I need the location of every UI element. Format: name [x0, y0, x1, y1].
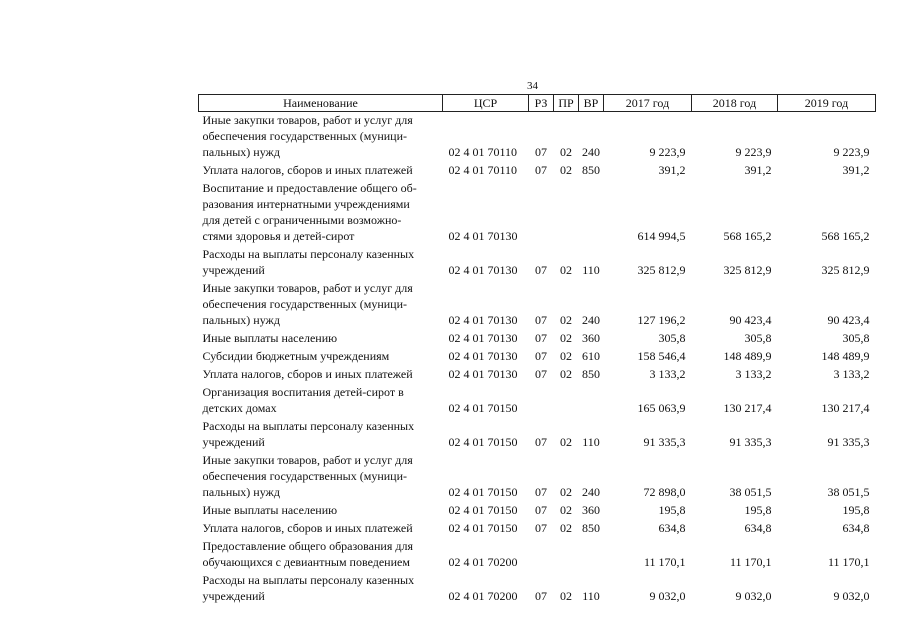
column-header-name: Наименование	[199, 95, 443, 112]
column-header-2019: 2019 год	[778, 95, 876, 112]
row-name-line: Иные закупки товаров, работ и услуг для	[202, 453, 413, 467]
row-name-line: для детей с ограниченными возможно-	[202, 213, 402, 227]
row-name	[199, 366, 443, 382]
table-row	[199, 246, 876, 278]
row-name-line: стями здоровья и детей-сирот	[202, 229, 355, 243]
row-name	[199, 520, 443, 536]
row-value-2019: 9 223,9	[833, 145, 870, 159]
row-name-line: Воспитание и предоставление общего об-	[202, 181, 417, 195]
row-name-line: учреждений	[202, 263, 265, 277]
table-row	[199, 162, 876, 178]
row-vr-code	[579, 384, 604, 416]
row-value-2017: 9 032,0	[649, 589, 686, 603]
table-row	[199, 538, 876, 570]
row-name-line: детских домах	[202, 401, 277, 415]
row-csr-code: 02 4 01 70110	[448, 163, 518, 177]
row-value-2017: 634,8	[658, 521, 686, 535]
row-csr-code: 02 4 01 70150	[448, 401, 518, 415]
row-pr-code: 02	[560, 313, 572, 327]
row-value-2017: 72 898,0	[643, 485, 686, 499]
row-rz-code	[529, 538, 554, 570]
row-value-2018: 11 170,1	[729, 555, 772, 569]
row-rz-code: 07	[535, 349, 547, 363]
row-vr-code: 850	[582, 521, 600, 535]
row-value-2017: 391,2	[658, 163, 686, 177]
row-value-2019: 3 133,2	[833, 367, 870, 381]
row-csr-code: 02 4 01 70130	[448, 367, 518, 381]
row-value-2017: 158 546,4	[637, 349, 686, 363]
row-value-2019: 90 423,4	[827, 313, 870, 327]
row-vr-code: 240	[582, 145, 600, 159]
row-value-2017: 91 335,3	[643, 435, 686, 449]
row-name-line: Расходы на выплаты персоналу казенных	[202, 573, 415, 587]
row-value-2019: 325 812,9	[821, 263, 870, 277]
row-value-2017: 614 994,5	[637, 229, 686, 243]
column-header-csr: ЦСР	[443, 95, 529, 112]
row-value-2019: 305,8	[842, 331, 870, 345]
row-name-line: пальных) нужд	[202, 145, 280, 159]
row-csr-code: 02 4 01 70130	[448, 313, 518, 327]
table-row	[199, 520, 876, 536]
row-value-2019: 195,8	[842, 503, 870, 517]
row-spacer	[199, 604, 876, 606]
row-name-line: Организация воспитания детей-сирот в	[202, 385, 404, 399]
row-rz-code: 07	[535, 521, 547, 535]
row-pr-code	[554, 180, 579, 244]
row-vr-code	[579, 180, 604, 244]
row-pr-code	[554, 538, 579, 570]
row-value-2018: 9 223,9	[735, 145, 772, 159]
row-value-2018: 195,8	[744, 503, 772, 517]
row-name-line: пальных) нужд	[202, 485, 280, 499]
row-vr-code: 110	[582, 435, 600, 449]
table-row	[199, 452, 876, 500]
row-vr-code: 850	[582, 367, 600, 381]
row-value-2017: 325 812,9	[637, 263, 686, 277]
row-vr-code: 360	[582, 503, 600, 517]
row-pr-code: 02	[560, 331, 572, 345]
row-pr-code: 02	[560, 435, 572, 449]
row-value-2018: 568 165,2	[723, 229, 772, 243]
row-pr-code	[554, 384, 579, 416]
row-pr-code: 02	[560, 589, 572, 603]
row-value-2018: 38 051,5	[729, 485, 772, 499]
row-vr-code: 110	[582, 263, 600, 277]
row-name	[199, 538, 443, 570]
row-name	[199, 502, 443, 518]
row-name-line: Предоставление общего образования для	[202, 539, 413, 553]
row-pr-code: 02	[560, 145, 572, 159]
row-value-2019: 148 489,9	[821, 349, 870, 363]
table-row	[199, 384, 876, 416]
row-rz-code: 07	[535, 145, 547, 159]
row-name	[199, 418, 443, 450]
column-header-pr: ПР	[554, 95, 579, 112]
row-name-line: пальных) нужд	[202, 313, 280, 327]
row-name-line: Уплата налогов, сборов и иных платежей	[202, 521, 413, 535]
row-vr-code: 240	[582, 485, 600, 499]
table-row	[199, 418, 876, 450]
row-value-2018: 91 335,3	[729, 435, 772, 449]
row-value-2018: 325 812,9	[723, 263, 772, 277]
column-header-2018: 2018 год	[692, 95, 778, 112]
row-name-line: учреждений	[202, 589, 265, 603]
column-header-2017: 2017 год	[604, 95, 692, 112]
row-value-2019: 391,2	[842, 163, 870, 177]
row-value-2018: 130 217,4	[723, 401, 772, 415]
row-vr-code: 850	[582, 163, 600, 177]
row-rz-code: 07	[535, 163, 547, 177]
row-value-2019: 91 335,3	[827, 435, 870, 449]
row-name-line: обеспечения государственных (муници-	[202, 469, 408, 483]
row-csr-code: 02 4 01 70150	[448, 435, 518, 449]
row-name	[199, 180, 443, 244]
row-csr-code: 02 4 01 70130	[448, 331, 518, 345]
row-value-2019: 11 170,1	[827, 555, 870, 569]
row-vr-code	[579, 538, 604, 570]
row-name-line: обеспечения государственных (муници-	[202, 129, 408, 143]
row-name-line: Уплата налогов, сборов и иных платежей	[202, 367, 413, 381]
row-value-2017: 127 196,2	[637, 313, 686, 327]
row-name	[199, 246, 443, 278]
row-pr-code: 02	[560, 263, 572, 277]
row-value-2017: 165 063,9	[637, 401, 686, 415]
row-csr-code: 02 4 01 70150	[448, 485, 518, 499]
row-name-line: Иные выплаты населению	[202, 331, 338, 345]
row-name-line: разования интернатными учреждениями	[202, 197, 410, 211]
row-vr-code: 360	[582, 331, 600, 345]
row-value-2017: 9 223,9	[649, 145, 686, 159]
row-value-2019: 9 032,0	[833, 589, 870, 603]
column-header-rz: РЗ	[529, 95, 554, 112]
row-vr-code: 610	[582, 349, 600, 363]
row-vr-code: 240	[582, 313, 600, 327]
table-row	[199, 330, 876, 346]
row-pr-code: 02	[560, 163, 572, 177]
table-row	[199, 366, 876, 382]
row-rz-code: 07	[535, 367, 547, 381]
budget-table	[198, 94, 876, 606]
row-pr-code: 02	[560, 367, 572, 381]
row-rz-code: 07	[535, 435, 547, 449]
row-value-2018: 3 133,2	[735, 367, 772, 381]
row-value-2019: 568 165,2	[821, 229, 870, 243]
row-vr-code: 110	[582, 589, 600, 603]
row-rz-code: 07	[535, 589, 547, 603]
row-name-line: Иные закупки товаров, работ и услуг для	[202, 281, 413, 295]
row-rz-code: 07	[535, 331, 547, 345]
row-name	[199, 348, 443, 364]
row-rz-code	[529, 384, 554, 416]
row-value-2019: 634,8	[842, 521, 870, 535]
row-csr-code: 02 4 01 70150	[448, 503, 518, 517]
row-name-line: Расходы на выплаты персоналу казенных	[202, 419, 415, 433]
row-name-line: учреждений	[202, 435, 265, 449]
row-value-2018: 148 489,9	[723, 349, 772, 363]
row-csr-code: 02 4 01 70110	[448, 145, 518, 159]
row-name-line: Иные закупки товаров, работ и услуг для	[202, 113, 413, 127]
table-row	[199, 180, 876, 244]
row-value-2017: 195,8	[658, 503, 686, 517]
row-rz-code: 07	[535, 263, 547, 277]
table-row	[199, 348, 876, 364]
table-row	[199, 280, 876, 328]
row-pr-code: 02	[560, 349, 572, 363]
row-name	[199, 384, 443, 416]
row-csr-code: 02 4 01 70130	[448, 349, 518, 363]
row-name	[199, 572, 443, 604]
row-value-2019: 130 217,4	[821, 401, 870, 415]
row-name-line: Субсидии бюджетным учреждениям	[202, 349, 390, 363]
table-header-row	[199, 95, 876, 112]
row-csr-code: 02 4 01 70130	[448, 263, 518, 277]
row-name-line: Расходы на выплаты персоналу казенных	[202, 247, 415, 261]
row-rz-code	[529, 180, 554, 244]
row-name	[199, 330, 443, 346]
row-name	[199, 452, 443, 500]
row-value-2017: 11 170,1	[643, 555, 686, 569]
row-csr-code: 02 4 01 70130	[448, 229, 518, 243]
row-pr-code: 02	[560, 485, 572, 499]
page-number: 34	[527, 80, 538, 92]
table-row	[199, 112, 876, 161]
row-rz-code: 07	[535, 485, 547, 499]
row-rz-code: 07	[535, 313, 547, 327]
table-row	[199, 572, 876, 604]
row-value-2018: 90 423,4	[729, 313, 772, 327]
row-name	[199, 162, 443, 178]
row-value-2018: 9 032,0	[735, 589, 772, 603]
row-value-2018: 305,8	[744, 331, 772, 345]
row-csr-code: 02 4 01 70200	[448, 555, 518, 569]
row-pr-code: 02	[560, 503, 572, 517]
column-header-vr: ВР	[579, 95, 604, 112]
row-spacer-cell	[199, 604, 876, 606]
table-body	[199, 112, 876, 607]
table-row	[199, 502, 876, 518]
row-name-line: Уплата налогов, сборов и иных платежей	[202, 163, 413, 177]
row-value-2019: 38 051,5	[827, 485, 870, 499]
row-name-line: Иные выплаты населению	[202, 503, 338, 517]
row-value-2017: 305,8	[658, 331, 686, 345]
row-name	[199, 112, 443, 161]
row-csr-code: 02 4 01 70200	[448, 589, 518, 603]
row-rz-code: 07	[535, 503, 547, 517]
row-value-2018: 391,2	[744, 163, 772, 177]
row-pr-code: 02	[560, 521, 572, 535]
row-name-line: обучающихся с девиантным поведением	[202, 555, 410, 569]
row-value-2017: 3 133,2	[649, 367, 686, 381]
row-name-line: обеспечения государственных (муници-	[202, 297, 408, 311]
row-name	[199, 280, 443, 328]
row-value-2018: 634,8	[744, 521, 772, 535]
row-csr-code: 02 4 01 70150	[448, 521, 518, 535]
